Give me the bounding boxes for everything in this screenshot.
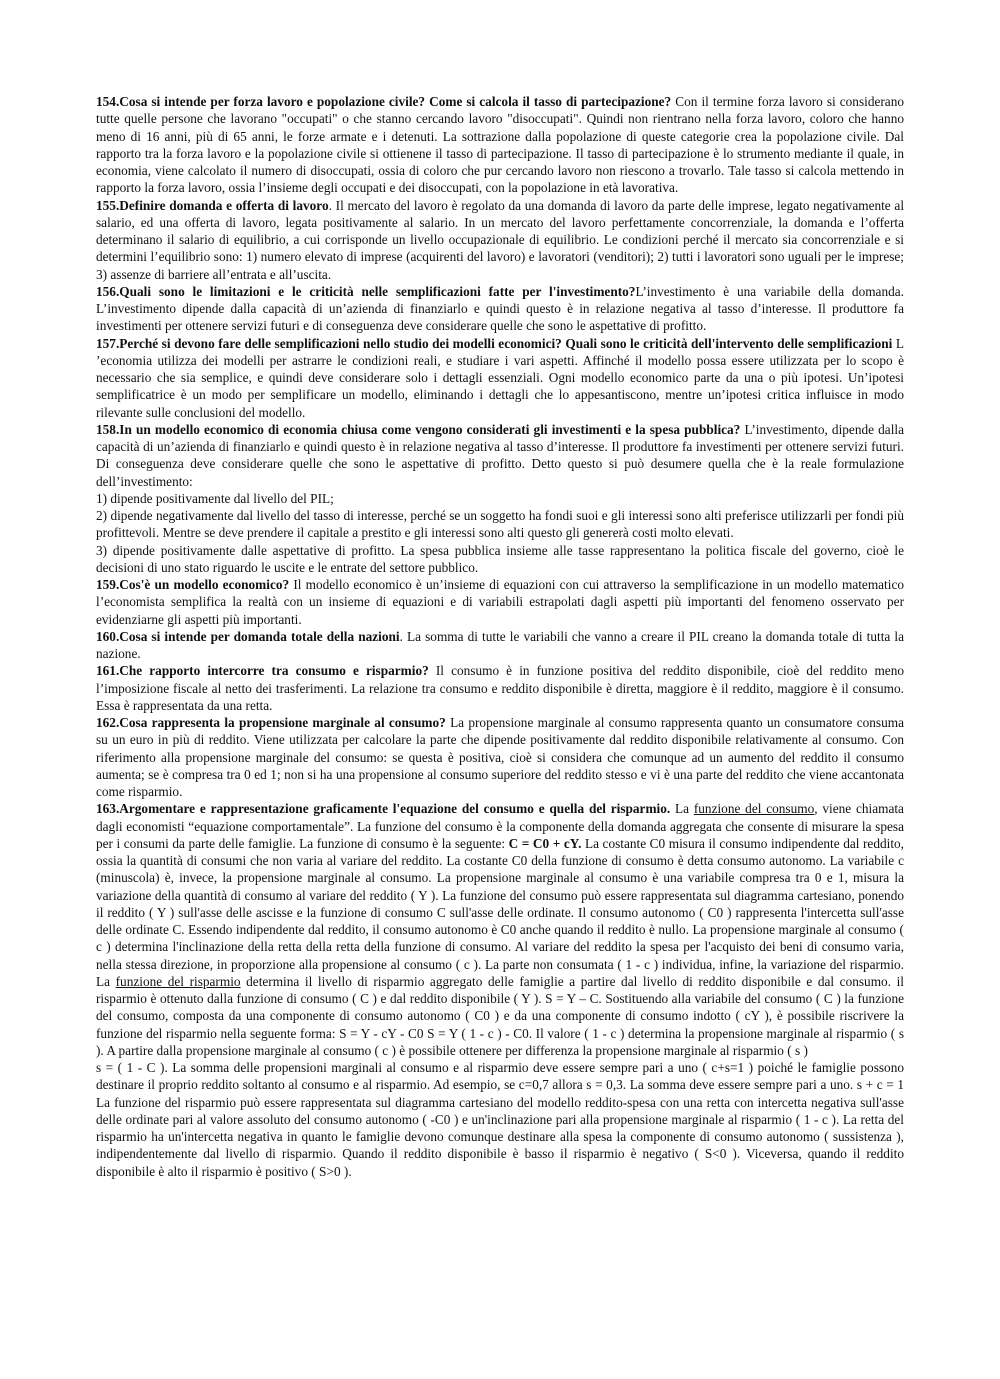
question-156: 156.Quali sono le limitazioni e le criticità nelle semplificazioni fatte per l'investimento?	[96, 283, 636, 299]
answer-158: L’investimento, dipende dalla capacità di un’azienda di finanziarlo e quindi questo è in relazione negativa al tasso d’interesse. Il produttore fa investimenti per ottenere servizi futuri. Di conseguenza deve considerare quelle che sono le aspettative di profitto. Detto questo si può desumere quella che è la reale formulazione dell’investimento:	[96, 421, 904, 489]
entry-154	[96, 93, 904, 197]
question-155: 155.Definire domanda e offerta di lavoro	[96, 197, 329, 213]
answer-163-part-2: , viene chiamata dagli economisti “equazione comportamentale”. La funzione del consumo è la componente della domanda aggregata che consente di misurare la spesa per i consumi da parte delle famiglie. La funzione di consumo è la seguente:	[96, 801, 904, 851]
question-160: 160.Cosa si intende per domanda totale della nazioni	[96, 628, 400, 644]
question-157: 157.Perché si devono fare delle semplificazioni nello studio dei modelli economici? Quali sono le criticità dell'intervento delle semplificazioni	[96, 335, 893, 351]
entry-163-continuation: s = ( 1 - C ). La somma delle propensioni marginali al consumo e al risparmio deve essere sempre pari a uno ( c+s=1 ) poiché le famiglie possono destinare il proprio reddito soltanto al consumo e al risparmio. Ad esempio, se c=0,7 allora s = 0,3. La somma deve essere sempre pari a uno. s + c = 1 La funzione del risparmio può essere rappresentata sul diagramma cartesiano del modello reddito-spesa con una retta con intercetta negativa sull'asse delle ordinate pari al valore assoluto del consumo autonomo ( -C0 ) e un'inclinazione pari alla propensione marginale al risparmio ( 1 - c ). La retta del risparmio ha un'intercetta negativa in quanto le famiglie devono comunque destinare alla spesa la componente di consumo autonomo ( sussistenza ), indipendentemente dal livello di risparmio. Quando il reddito disponibile è basso il risparmio è negativo ( S<0 ). Viceversa, quando il reddito disponibile è alto il risparmio è positivo ( S>0 ).	[96, 1060, 904, 1179]
question-161: 161.Che rapporto intercorre tra consumo e risparmio?	[96, 663, 429, 679]
answer-163-part-1: La	[670, 801, 694, 817]
answer-163-part-4: determina il livello di risparmio aggregato delle famiglie a partire dal livello di reddito disponibile e dal consumo. il risparmio è ottenuto dalla funzione di consumo ( C ) e dal reddito disponibile ( Y ). S = Y – C. Sostituendo alla variabile del consumo ( C ) la funzione del consumo, composta da una componente di consumo autonomo ( C0 ) e da una componente di consumo indotto ( cY ), è possibile riscrivere la funzione del risparmio nella seguente forma: S = Y - cY - C0 S = Y ( 1 - c ) - C0. Il valore ( 1 - c ) determina la propensione marginale al risparmio ( s ). A partire dalla propensione marginale al consumo ( c ) è possibile ottenere per differenza la propensione marginale al risparmio ( s )	[96, 973, 904, 1058]
consumption-formula: C = C0 + cY.	[508, 835, 582, 851]
question-162: 162.Cosa rappresenta la propensione marginale al consumo?	[96, 715, 446, 730]
entry-161	[96, 662, 904, 714]
entry-157	[96, 335, 904, 421]
answer-163-part-3: La costante C0 misura il consumo indipendente dal reddito, ossia la quantità di consumi che non varia al variare del reddito. La costante C0 della funzione di consumo è detta consumo autonomo. La variabile c (minuscola) è, invece, la propensione marginale al consumo. La propensione marginale al consumo è una variabile compresa tra 0 e 1, misura la variazione della quantità di consumo al variare del reddito ( Y ). La funzione del consumo può essere rappresentata sul diagramma cartesiano, ponendo il reddito ( Y ) sull'asse delle ascisse e la funzione di consumo C sull'asse delle ordinate. Il consumo autonomo ( C0 ) rappresenta l'intercetta sull'asse delle ordinate C. Essendo indipendente dal reddito, il consumo autonomo è C0 anche quando il reddito è nullo. La propensione marginale al consumo ( c ) determina l'inclinazione della retta della retta della funzione di consumo. Al variare del reddito la spesa per l'acquisto dei beni di consumo varia, nella stessa direzione, in proporzione alla propensione al consumo ( c ). La parte non consumata ( 1 - c ) individua, infine, la variazione del risparmio. La	[96, 835, 904, 989]
entry-162	[96, 714, 904, 800]
answer-159: Il modello economico è un’insieme di equazioni con cui attraverso la semplificazione in un modello matematico l’economista semplifica la realtà con un insieme di equazioni e di variabili estrapolati dagli aspetti più importanti del fenomeno osservato per evidenziarne gli aspetti più importanti.	[96, 577, 904, 627]
entry-159	[96, 576, 904, 628]
entry-158-item-3: 3) dipende positivamente dalle aspettative di profitto. La spesa pubblica insieme alle tasse rappresentano la politica fiscale del governo, cioè le decisioni di uno stato riguardo le uscite e le entrate del settore pubblico.	[96, 542, 904, 575]
entry-158	[96, 421, 904, 490]
answer-161: Il consumo è in funzione positiva del reddito disponibile, cioè del reddito meno l’imposizione fiscale al netto dei trasferimenti. La relazione tra consumo e reddito disponibile è diretta, maggiore è il reddito, maggiore è il consumo. Essa è rappresentata da una retta.	[96, 663, 904, 713]
question-154: 154.Cosa si intende per forza lavoro e popolazione civile? Come si calcola il tasso di partecipazione?	[96, 94, 672, 109]
question-159: 159.Cos'è un modello economico?	[96, 577, 290, 592]
link-funzione-del-consumo: funzione del consumo	[693, 801, 815, 817]
question-163: 163.Argomentare e rappresentazione graficamente l'equazione del consumo e quella del risparmio.	[96, 801, 671, 817]
entry-156	[96, 283, 904, 335]
answer-162: La propensione marginale al consumo rappresenta quanto un consumatore consuma su un euro in più di reddito. Viene utilizzata per calcolare la parte che dipende positivamente dal reddito disponibile relativamente al consumo. Con riferimento alla propensione marginale del consumo: se questa è positiva, cioè si considera che comunque ad un aumento del reddito il consumo aumenta; se è compresa tra 0 ed 1; non si ha una propensione al consumo superiore del reddito stesso e vi è una parte del reddito che viene accantonata come risparmio.	[96, 715, 904, 799]
answer-157: L ’economia utilizza dei modelli per astrarre le condizioni reali, e studiare i vari aspetti. Affinché il modello possa essere utilizzata per lo scopo è necessario che sia semplice, e quindi deve considerare solo i dettagli essenziali. Ogni modello economico parte da una o più ipotesi. Un’ipotesi semplificatrice è un modo per semplificare un modello, eliminando i dettagli che lo appesantiscono, mentre un’ipotesi critica influisce in modo rilevante sulle conclusioni del modello.	[96, 335, 904, 420]
entry-158-item-1: 1) dipende positivamente dal livello del PIL;	[96, 490, 334, 506]
answer-155: . Il mercato del lavoro è regolato da una domanda di lavoro da parte delle imprese, legato negativamente al salario, ed una offerta di lavoro, legata positivamente al salario. In un mercato del lavoro perfettamente concorrenziale, la domanda e l’offerta determinano il salario di equilibrio, a cui corrisponde un livello occupazionale di equilibrio. Le condizioni perché il mercato sia concorrenziale e si determini l’equilibrio sono: 1) numero elevato di imprese (acquirenti del lavoro) e lavoratori (venditori); 2) tutti i lavoratori sono uguali per le imprese; 3) assenze di barriere all’entrata e all’uscita.	[96, 197, 905, 282]
document-page	[96, 93, 904, 1180]
entry-163	[96, 800, 904, 1059]
answer-154: Con il termine forza lavoro si considerano tutte quelle persone che lavorano "occupati" o che stanno cercando lavoro "disoccupati". Quindi non rientrano nella forza lavoro, coloro che hanno meno di 16 anni, più di 65 anni, le forze armate e i detenuti. La sottrazione dalla popolazione di queste categorie crea la popolazione civile. Dal rapporto tra la forza lavoro e la popolazione civile si ottienene il tasso di partecipazione. Il tasso di partecipazione è lo strumento mediante il quale, in economia, viene calcolato il numero di disoccupati, ossia di coloro che pur cercando lavoro non riescono a trovarlo. Tale tasso si calcola mettendo in rapporto la forza lavoro, ossia l’insieme degli occupati e dei disoccupati, con la popolazione in età lavorativa.	[96, 94, 905, 196]
entry-158-item-2: 2) dipende negativamente dal livello del tasso di interesse, perché se un soggetto ha fondi suoi e gli interessi sono alti preferisce utilizzarli per fondi più profittevoli. Mentre se deve prendere il capitale a prestito e gli interessi sono alti questo gli genererà costi molto elevati.	[96, 508, 904, 541]
link-funzione-del-risparmio: funzione del risparmio	[115, 973, 241, 989]
answer-156: L’investimento è una variabile della domanda. L’investimento dipende dalla capacità di un’azienda di finanziarlo e quindi questo è in relazione negativa al tasso d’interesse. Il produttore fa investimenti per ottenere servizi futuri e di conseguenza deve considerare quelle che sono le aspettative di profitto.	[96, 283, 904, 334]
answer-160: . La somma di tutte le variabili che vanno a creare il PIL creano la domanda totale di tutta la nazione.	[96, 628, 904, 661]
entry-155	[96, 197, 904, 283]
question-158: 158.In un modello economico di economia chiusa come vengono considerati gli investimenti e la spesa pubblica?	[96, 421, 741, 437]
entry-160	[96, 628, 904, 663]
